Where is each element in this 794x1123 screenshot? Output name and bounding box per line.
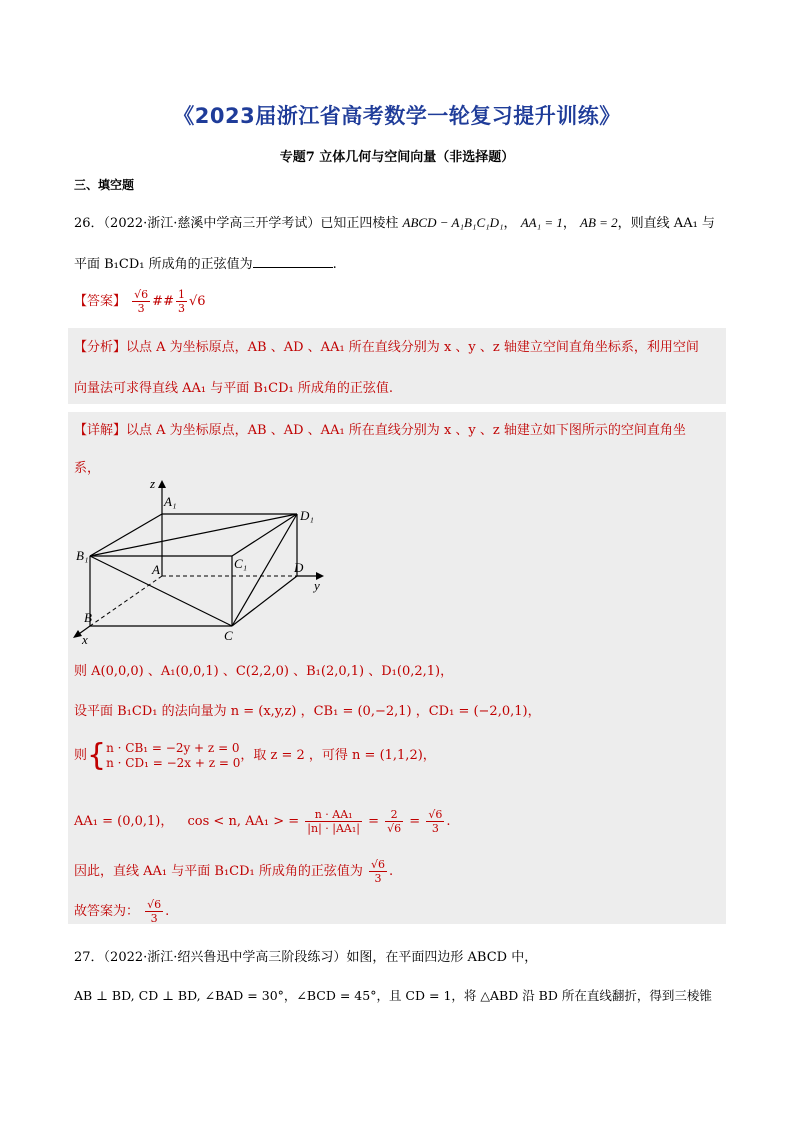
- cos-fraction: $\frac{\text{n · AA₁}}{\text{|n| · |AA₁|}}$: [307, 808, 360, 835]
- system-prefix: 则: [74, 748, 88, 763]
- system-equations: n · CB₁ = −2y + z = 0 n · CD₁ = −2x + z = 0: [106, 740, 241, 770]
- cos-fraction-2: $\frac{2}{√6}$: [387, 808, 402, 835]
- label-b1: B₁: [76, 548, 89, 563]
- cos-lhs: cos < n, AA₁ > =: [187, 814, 300, 829]
- label-a1: A₁: [164, 494, 177, 509]
- detail-text-1: 以点 A 为坐标原点，AB 、AD 、AA₁ 所在直线分别为 x 、y 、z 轴建立如下图所示的空间直角坐: [126, 423, 686, 438]
- label-c1: C₁: [234, 556, 248, 571]
- final-answer-line: 故答案为： $\frac{√6}{3}$ .: [74, 898, 170, 925]
- q26-answer: [74, 288, 206, 315]
- edge-b1-d1: [90, 514, 297, 556]
- document-title: 《2023届浙江省高考数学一轮复习提升训练》: [173, 104, 621, 128]
- x-arrow: [73, 630, 82, 638]
- answer-blank: [253, 255, 333, 268]
- analysis-line-1: [74, 336, 699, 355]
- cos-line: AA₁ = (0,0,1)， cos < n, AA₁ > = $\frac{\text{n · AA₁}}{\text{|n| · |AA₁|}}$ = $\frac{2}{√6}$ = $\frac{√6}{3}$ .: [74, 808, 451, 835]
- q26-line1-suffix: ，则直线 AA₁ 与: [617, 216, 715, 231]
- q26-cond1: AA₁ = 1: [520, 215, 563, 230]
- q26-prism: ABCD − A₁B₁C₁D₁: [402, 215, 504, 230]
- label-y: y: [314, 578, 320, 593]
- label-a: A: [152, 562, 160, 577]
- q26-line-1: 26．（2022·浙江·慈溪中学高三开学考试）已知正四棱柱 ABCD − A₁B₁C₁D₁， AA₁ = 1， AB = 2，则直线 AA₁ 与: [74, 215, 715, 231]
- answer-tag: 【答案】: [74, 294, 127, 309]
- label-b: B: [84, 610, 92, 625]
- edge-d-c: [232, 576, 297, 626]
- document-subtitle: 专题7 立体几何与空间向量（非选择题）: [279, 150, 515, 165]
- coords-line: 则 A(0,0,0) 、A₁(0,0,1) 、C(2,2,0) 、B₁(2,0,1) 、D₁(0,2,1)，: [74, 664, 454, 679]
- analysis-text-1: 以点 A 为坐标原点，AB 、AD 、AA₁ 所在直线分别为 x 、y 、z 轴建立空间直角坐标系，利用空间: [126, 340, 699, 355]
- label-c: C: [224, 628, 233, 643]
- label-d: D: [294, 560, 304, 575]
- cos-fraction-3: $\frac{√6}{3}$: [428, 808, 443, 835]
- final-answer-fraction: $\frac{√6}{3}$: [147, 898, 162, 925]
- system-line: [74, 738, 436, 773]
- answer-alt-fraction: $\frac{1}{3}$: [177, 288, 185, 315]
- q26-cond2: AB = 2: [580, 215, 618, 230]
- detail-line-2: 系，: [74, 461, 101, 476]
- label-x: x: [82, 632, 88, 646]
- label-z: z: [150, 476, 156, 491]
- section-heading: 三、填空题: [74, 178, 135, 192]
- conclusion-fraction: $\frac{√6}{3}$: [371, 858, 386, 885]
- conclusion-text: 因此，直线 AA₁ 与平面 B₁CD₁ 所成角的正弦值为: [74, 864, 363, 879]
- q27-line-1: 27．（2022·浙江·绍兴鲁迅中学高三阶段练习）如图，在平面四边形 ABCD 中，: [74, 950, 538, 965]
- system-brace: {: [87, 738, 107, 773]
- conclusion-line: 因此，直线 AA₁ 与平面 B₁CD₁ 所成角的正弦值为 $\frac{√6}{3}$ .: [74, 858, 394, 885]
- q26-line-2: 平面 B₁CD₁ 所成角的正弦值为 .: [74, 257, 337, 272]
- z-arrow: [158, 480, 166, 488]
- detail-tag: 【详解】: [74, 423, 127, 438]
- final-answer-label: 故答案为：: [74, 904, 140, 919]
- analysis-tag: 【分析】: [74, 340, 127, 355]
- answer-fraction: $\frac{√6}{3}$: [134, 288, 149, 315]
- analysis-line-2: 向量法可求得直线 AA₁ 与平面 B₁CD₁ 所成角的正弦值.: [74, 381, 393, 396]
- vector-aa1: AA₁ = (0,0,1)，: [74, 814, 174, 829]
- detail-line-1: [74, 419, 686, 438]
- normal-line: 设平面 B₁CD₁ 的法向量为 n = (x,y,z) ，CB₁ = (0,−2,1) ，CD₁ = (−2,0,1)，: [74, 704, 541, 719]
- answer-separator: ##: [152, 294, 174, 309]
- label-d1: D₁: [300, 508, 314, 523]
- edge-a-b-hidden: [90, 576, 162, 626]
- system-suffix: ，取 z = 2 ，可得 n = (1,1,2)，: [240, 748, 436, 763]
- q27-line-2: AB ⊥ BD, CD ⊥ BD, ∠BAD = 30°，∠BCD = 45°，且 CD = 1，将 △ABD 沿 BD 所在直线翻折，得到三棱锥: [74, 988, 712, 1003]
- q26-question: 平面 B₁CD₁ 所成角的正弦值为: [74, 257, 253, 272]
- prism-diagram: [72, 476, 332, 646]
- edge-b1-a1: [90, 514, 162, 556]
- answer-alt-tail: √6: [188, 294, 206, 309]
- q26-source: 26．（2022·浙江·慈溪中学高三开学考试）已知正四棱柱: [74, 216, 399, 231]
- edge-b1-c: [90, 556, 232, 626]
